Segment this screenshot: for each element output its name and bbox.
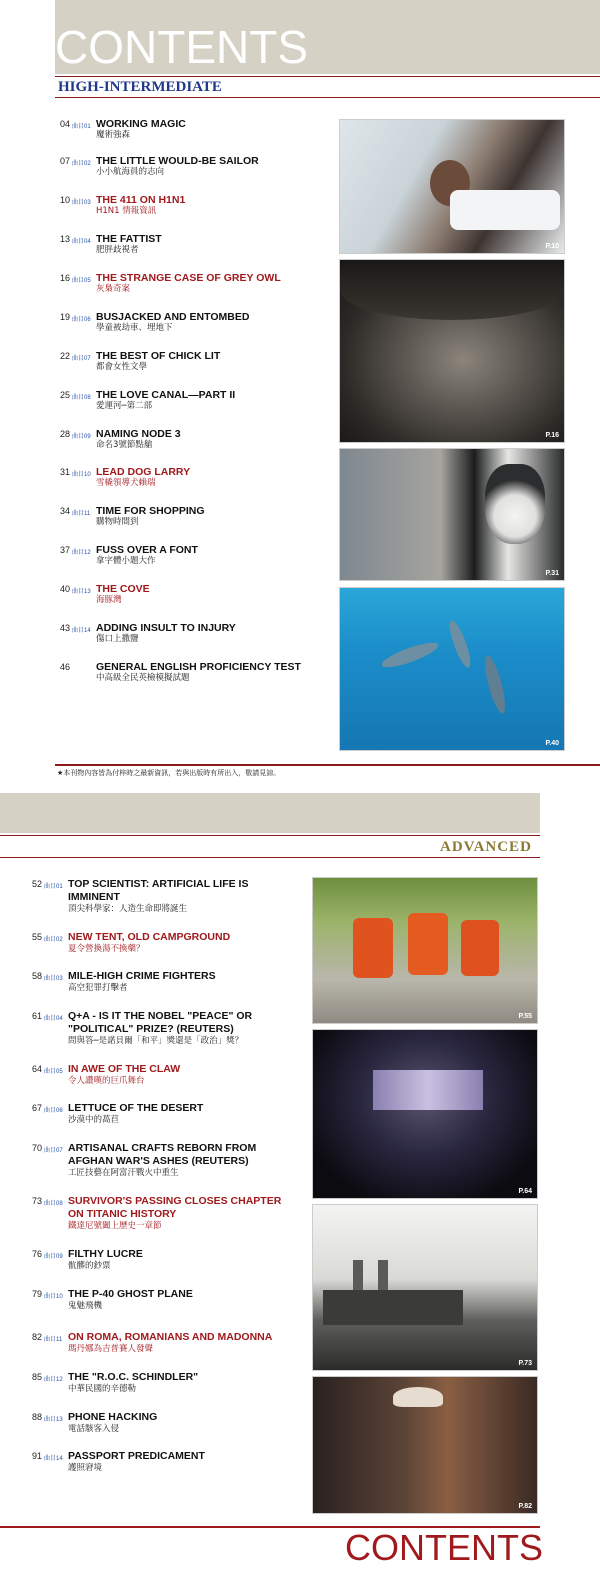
track-badge: 曲目13 [44,1417,63,1423]
track-badge: 曲目11 [72,511,91,517]
article-title-zh: 沙漠中的萵苣 [68,1115,120,1125]
page-number: 43 [60,623,71,633]
article-title-zh: 護照窘境 [68,1463,103,1473]
article-title: THE FATTIST [96,233,162,245]
article-title: NEW TENT, OLD CAMPGROUND [68,931,231,943]
article-title: THE LOVE CANAL—PART II [96,389,236,401]
page-number: 40 [60,584,71,594]
article-title: IN AWE OF THE CLAW [68,1063,181,1075]
track-badge: 曲目05 [44,1069,63,1075]
page-number: 28 [60,429,71,439]
article-title-zh: 鬼魅飛機 [68,1301,103,1311]
article-title: FUSS OVER A FONT [96,544,198,556]
article-title-zh: 命名3號節點艙 [96,440,153,450]
page-number: 88 [32,1412,43,1422]
article-title-zh: 頂尖科學家：人造生命即將誕生 [68,904,188,914]
divider [55,97,600,98]
photo-sled-dog [339,448,565,581]
article-title-zh: 雪橇領導犬賴瑞 [96,478,156,488]
photo-page-tag: P.64 [518,1188,532,1195]
article-title: THE COVE [96,583,150,595]
photo-page-tag: P.40 [545,740,559,747]
article-title: THE 411 ON H1N1 [96,194,186,206]
page-number: 61 [32,1011,43,1021]
article-title: THE "R.O.C. SCHINDLER" [68,1371,199,1383]
track-badge: 曲目07 [72,356,91,362]
photo-hospital-patient [339,119,565,254]
article-title: ADDING INSULT TO INJURY [96,622,236,634]
article-title: Q+A - IS IT THE NOBEL "PEACE" OR [68,1010,253,1022]
article-title-zh: 工匠技藝在阿富汗戰火中重生 [68,1168,179,1178]
track-badge: 曲目12 [72,550,91,556]
track-badge: 曲目03 [72,200,91,206]
track-badge: 曲目03 [44,976,63,982]
page-number: 52 [32,879,43,889]
page-number: 19 [60,312,71,322]
page-number: 76 [32,1249,43,1259]
page-number: 85 [32,1372,43,1382]
article-title-zh: 中華民國的辛德勒 [68,1384,137,1394]
divider [0,857,540,858]
page-number: 04 [60,119,71,129]
photo-grey-owl-portrait [339,259,565,443]
track-badge: 曲目10 [72,472,91,478]
article-title-zh: 灰梟奇案 [96,284,131,294]
photo-titanic-ship [312,1204,538,1371]
photo-children-campground [312,877,538,1024]
page-number: 67 [32,1103,43,1113]
article-title-zh: 電話駭客入侵 [68,1424,120,1434]
page-number: 10 [60,195,71,205]
page-number: 58 [32,971,43,981]
article-title: THE BEST OF CHICK LIT [96,350,221,362]
track-badge: 曲目14 [44,1456,63,1462]
footer-title: CONTENTS [345,1527,543,1568]
track-badge: 曲目02 [44,937,63,943]
article-title: ON TITANIC HISTORY [68,1208,177,1220]
page-number: 31 [60,467,71,477]
article-title: IMMINENT [68,891,120,903]
article-title: AFGHAN WAR'S ASHES (REUTERS) [68,1155,249,1167]
section-heading-advanced: ADVANCED [440,839,532,855]
photo-page-tag: P.82 [518,1503,532,1510]
article-title-zh: 瑪丹娜為吉普賽人發聲 [68,1344,154,1354]
photo-page-tag: P.31 [545,570,559,577]
article-title: TOP SCIENTIST: ARTIFICIAL LIFE IS [68,878,249,890]
article-title-zh: 問與答─是諾貝爾「和平」獎還是「政治」獎？ [68,1036,244,1046]
article-title-zh: 鐵達尼號闔上歷史一章節 [68,1221,162,1231]
track-badge: 曲目06 [72,317,91,323]
article-title-zh: 拿字體小題大作 [96,556,156,566]
photo-page-tag: P.16 [545,432,559,439]
article-title: "POLITICAL" PRIZE? (REUTERS) [68,1023,234,1035]
article-title: TIME FOR SHOPPING [96,505,205,517]
track-badge: 曲目01 [72,124,91,130]
article-title: FILTHY LUCRE [68,1248,143,1260]
page-number: 13 [60,234,71,244]
header-band [0,793,540,833]
article-title-zh: 海豚灣 [96,595,122,605]
page-number: 91 [32,1451,43,1461]
divider [55,76,600,77]
track-badge: 曲目13 [72,589,91,595]
divider [55,764,600,766]
page-number: 22 [60,351,71,361]
page-number: 25 [60,390,71,400]
page-number: 07 [60,156,71,166]
article-title-zh: 魔術強森 [96,130,131,140]
track-badge: 曲目12 [44,1377,63,1383]
article-title: LETTUCE OF THE DESERT [68,1102,204,1114]
article-title: THE LITTLE WOULD-BE SAILOR [96,155,259,167]
track-badge: 曲目08 [44,1201,63,1207]
page-number: 70 [32,1143,43,1153]
track-badge: 曲目02 [72,161,91,167]
article-title: MILE-HIGH CRIME FIGHTERS [68,970,216,982]
article-title: PHONE HACKING [68,1411,158,1423]
track-badge: 曲目10 [44,1294,63,1300]
article-title: SURVIVOR'S PASSING CLOSES CHAPTER [68,1195,282,1207]
article-title-zh: 骯髒的鈔票 [68,1261,111,1271]
article-title-zh: 小小航海員的志向 [96,167,165,177]
photo-page-tag: P.73 [518,1360,532,1367]
article-title-zh: 愛運河─第二部 [96,401,153,411]
photo-page-tag: P.55 [518,1013,532,1020]
article-title-zh: 購物時間到 [96,517,139,527]
article-title: ARTISANAL CRAFTS REBORN FROM [68,1142,257,1154]
page-number: 64 [32,1064,43,1074]
photo-dolphins [339,587,565,751]
article-title-zh: 令人讚嘆的巨爪舞台 [68,1076,145,1086]
photo-page-tag: P.10 [545,243,559,250]
article-title-zh: 夏令營換湯不換藥？ [68,944,145,954]
page-title: CONTENTS [55,21,308,73]
article-title: ON ROMA, ROMANIANS AND MADONNA [68,1331,273,1343]
track-badge: 曲目04 [72,239,91,245]
article-title-zh: 中高級全民英檢模擬試題 [96,673,190,683]
article-title: NAMING NODE 3 [96,428,181,440]
footnote: ★本刊物內容皆為付梓時之最新資訊，若與出版時有所出入，敬請見諒。 [57,769,281,777]
page-number: 79 [32,1289,43,1299]
track-badge: 曲目11 [44,1337,63,1343]
page-number: 34 [60,506,71,516]
article-title: GENERAL ENGLISH PROFICIENCY TEST [96,661,301,673]
track-badge: 曲目08 [72,395,91,401]
section-heading-high-intermediate: HIGH-INTERMEDIATE [58,79,222,95]
photo-madonna-performing [312,1376,538,1514]
track-badge: 曲目06 [44,1108,63,1114]
page-number: 37 [60,545,71,555]
page-number: 55 [32,932,43,942]
photo-concert-claw-stage [312,1029,538,1199]
divider [0,835,540,836]
article-title: THE STRANGE CASE OF GREY OWL [96,272,281,284]
article-title-zh: 肥胖歧視者 [96,245,139,255]
article-title-zh: H1N1 情報資訊 [96,206,157,216]
page-number: 16 [60,273,71,283]
article-title: BUSJACKED AND ENTOMBED [96,311,250,323]
article-title-zh: 傷口上撒鹽 [96,634,139,644]
track-badge: 曲目09 [72,434,91,440]
page-number: 46 [60,662,71,672]
article-title: LEAD DOG LARRY [96,466,191,478]
track-badge: 曲目09 [44,1254,63,1260]
article-title-zh: 學童被劫車、埋地下 [96,323,173,333]
article-title: THE P-40 GHOST PLANE [68,1288,193,1300]
track-badge: 曲目01 [44,884,63,890]
page-number: 82 [32,1332,43,1342]
page-number: 73 [32,1196,43,1206]
article-title-zh: 都會女性文學 [96,362,148,372]
track-badge: 曲目05 [72,278,91,284]
track-badge: 曲目04 [44,1016,63,1022]
article-title: PASSPORT PREDICAMENT [68,1450,205,1462]
article-title: WORKING MAGIC [96,118,186,130]
track-badge: 曲目14 [72,628,91,634]
article-title-zh: 高空犯罪打擊者 [68,983,128,993]
track-badge: 曲目07 [44,1148,63,1154]
